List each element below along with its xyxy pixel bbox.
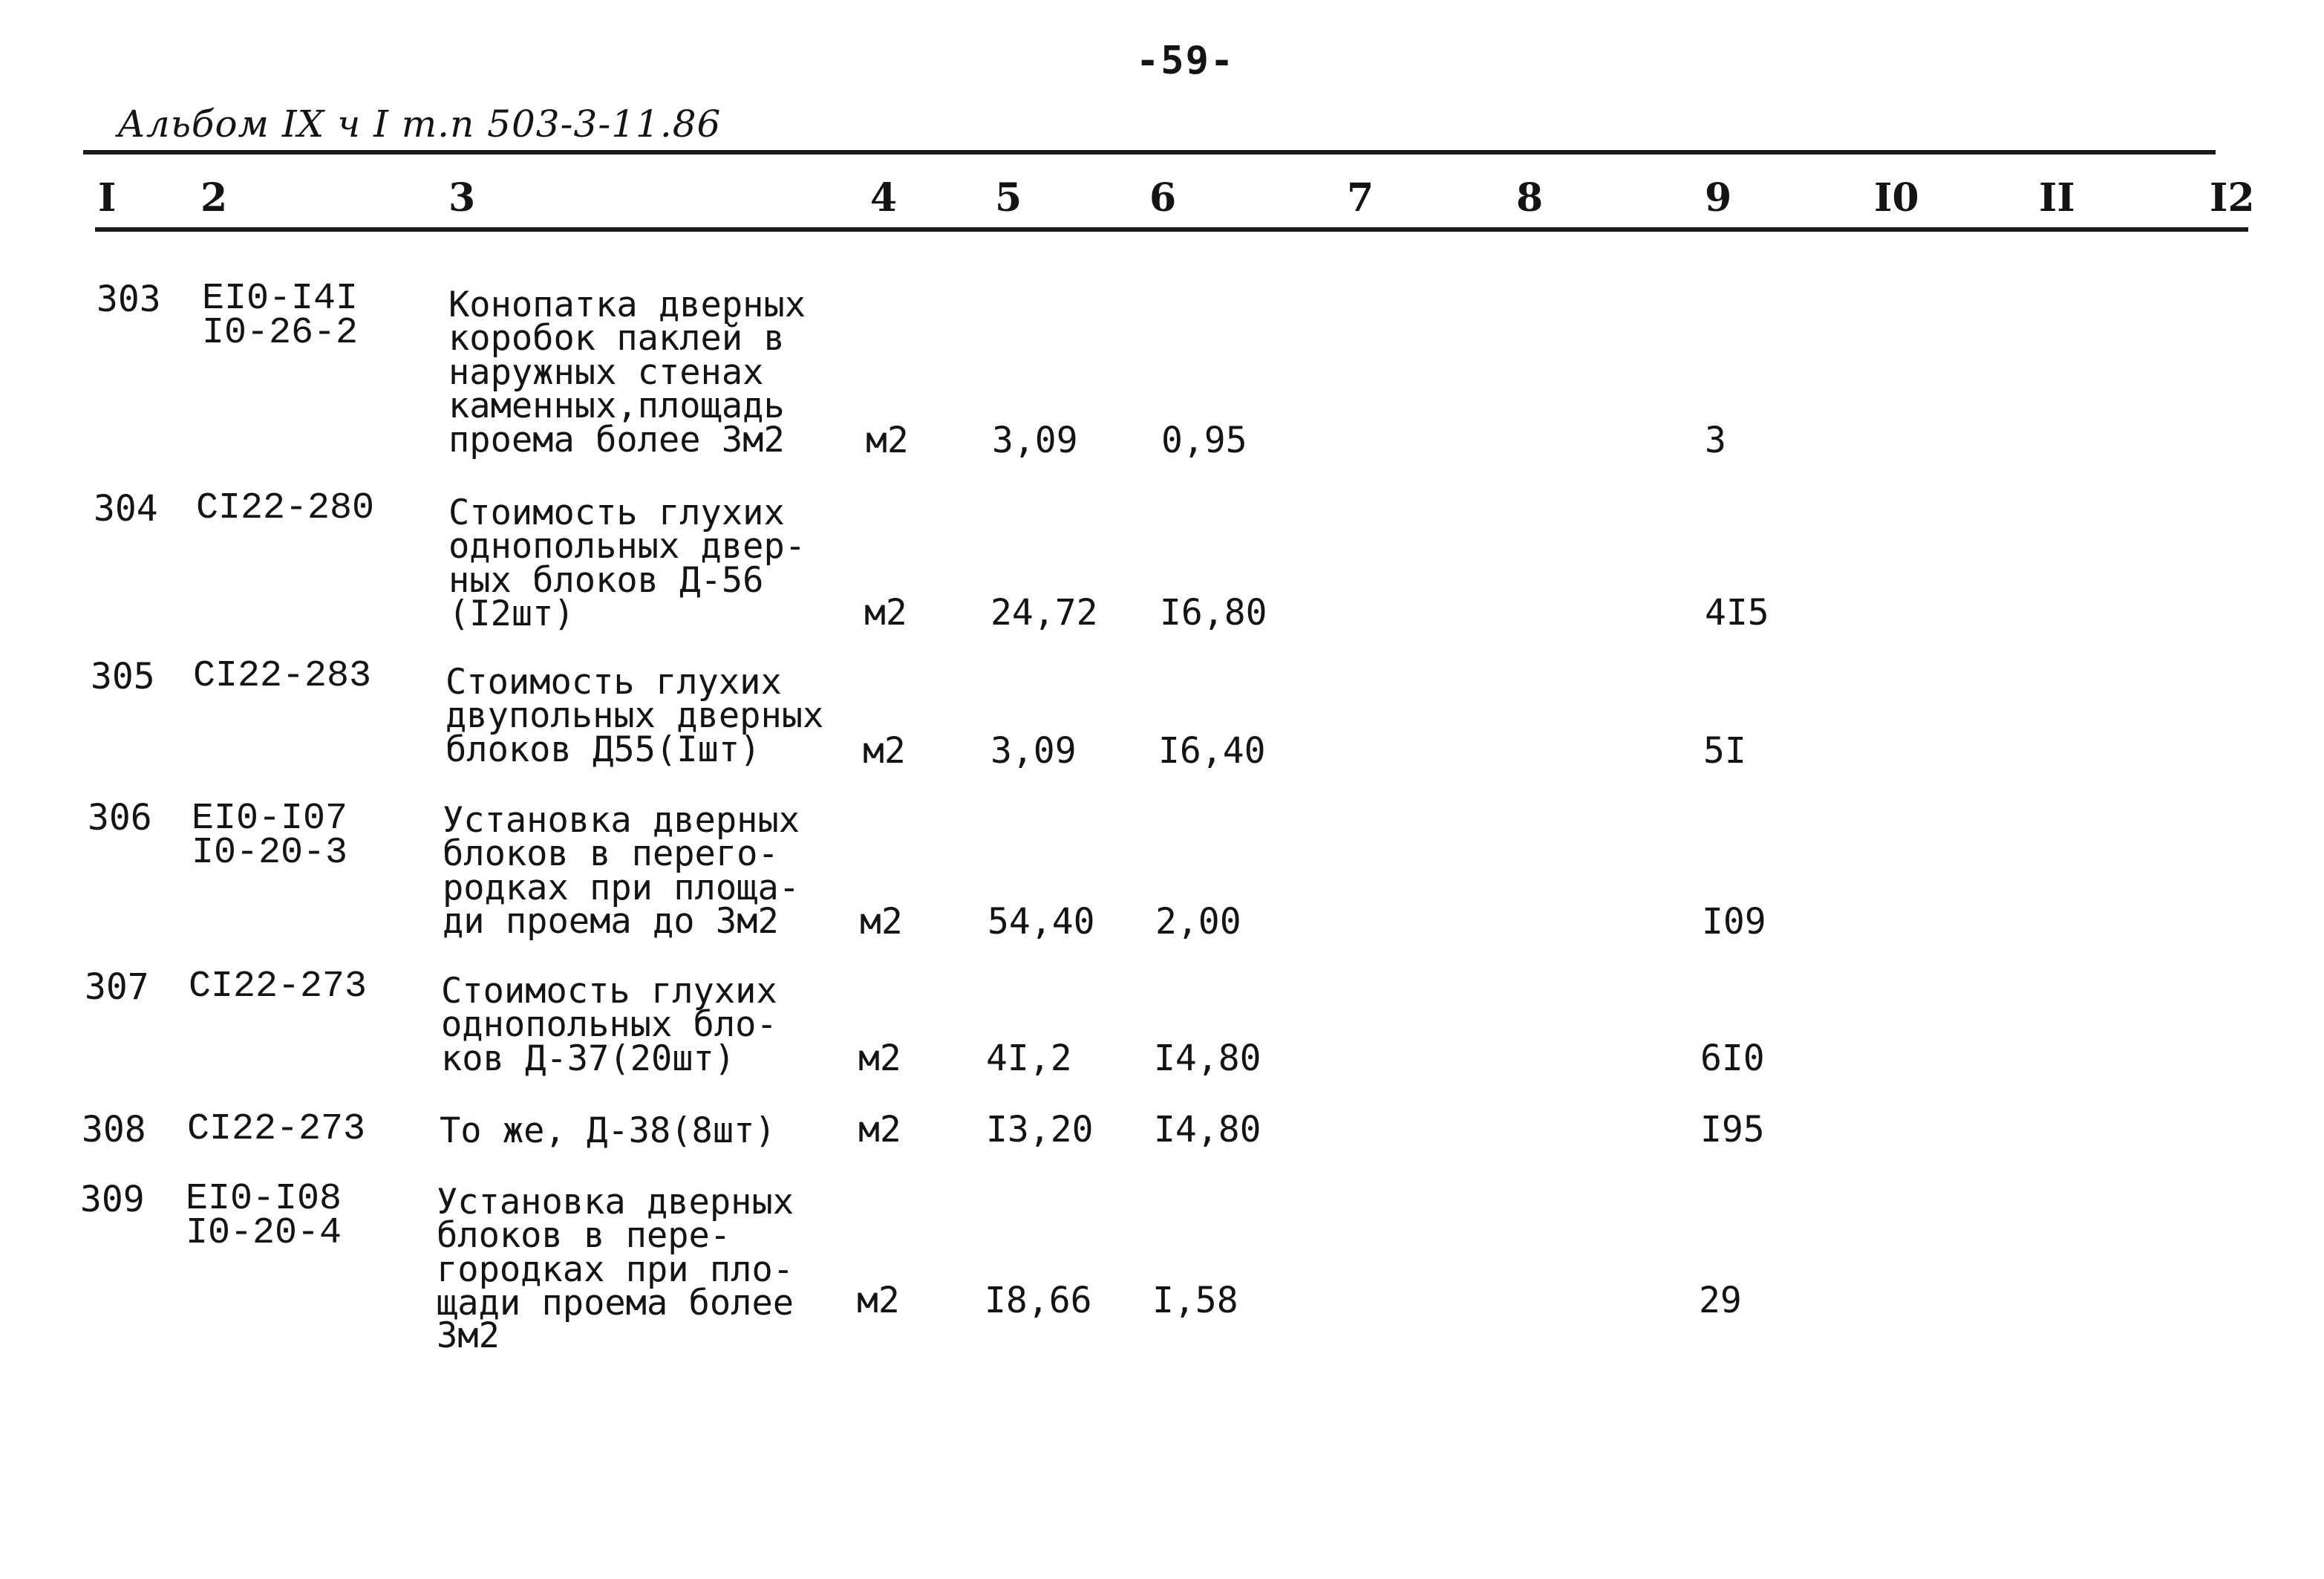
unit-cell: м2 [857, 1280, 900, 1321]
col-header-3: 3 [448, 175, 476, 221]
code-line: CI22-273 [187, 1108, 366, 1150]
description-line: двупольных дверных [445, 695, 824, 736]
row-number: 307 [85, 966, 149, 1008]
description-line: ди проема до 3м2 [443, 901, 779, 942]
description-line: ных блоков Д-56 [448, 560, 764, 601]
code-line: EI0-I08 [186, 1178, 342, 1220]
price-cell: I,58 [1152, 1280, 1238, 1321]
code-line: I0-20-4 [186, 1212, 342, 1254]
row-number: 306 [88, 797, 152, 839]
col-header-11: II [2039, 175, 2075, 221]
col-header-6: 6 [1149, 175, 1177, 221]
quantity-cell: 54,40 [988, 901, 1095, 942]
total-cell: 3 [1705, 420, 1726, 461]
total-cell: 5I [1703, 730, 1746, 772]
price-cell: I4,80 [1154, 1038, 1261, 1079]
description-line: блоков Д55(Iшт) [445, 729, 761, 770]
description-line: однопольных двер- [448, 526, 806, 567]
total-cell: 29 [1699, 1280, 1742, 1321]
col-header-8: 8 [1516, 175, 1544, 221]
quantity-cell: I3,20 [986, 1109, 1094, 1150]
col-header-7: 7 [1347, 175, 1374, 221]
description-line: наружных стенах [448, 352, 764, 393]
description-line: Конопатка дверных [448, 284, 806, 325]
album-reference: Альбом IX ч I т.п 503-3-11.86 [117, 102, 722, 146]
description-line: блоков в пере- [437, 1215, 731, 1256]
code-line: I0-26-2 [202, 312, 359, 354]
description-line: родках при площа- [443, 867, 800, 908]
unit-cell: м2 [858, 1109, 901, 1150]
description-line: Стоимость глухих [441, 971, 777, 1012]
unit-cell: м2 [866, 420, 909, 461]
description-line: То же, Д-38(8шт) [440, 1110, 776, 1151]
code-line: I0-20-3 [192, 832, 348, 874]
description-line: 3м2 [437, 1315, 500, 1356]
description-line: однопольных бло- [441, 1004, 777, 1045]
row-number: 308 [82, 1109, 146, 1150]
description-line: (I2шт) [448, 593, 575, 634]
description-line: Стоимость глухих [445, 662, 782, 703]
code-line: CI22-280 [196, 487, 375, 530]
unit-cell: м2 [863, 730, 906, 772]
col-header-4: 4 [870, 175, 898, 221]
top-rule [83, 150, 2216, 154]
description-line: коробок паклей в [448, 318, 785, 359]
total-cell: I09 [1702, 901, 1766, 942]
quantity-cell: 24,72 [990, 592, 1098, 634]
description-line: Установка дверных [437, 1182, 794, 1222]
col-header-5: 5 [995, 175, 1022, 221]
price-cell: 2,00 [1155, 901, 1241, 942]
code-line: CI22-273 [189, 966, 368, 1008]
page-number: -59- [1136, 39, 1236, 83]
col-header-10: I0 [1874, 175, 1919, 221]
quantity-cell: 3,09 [992, 420, 1078, 461]
unit-cell: м2 [864, 592, 907, 634]
row-number: 304 [94, 488, 158, 530]
price-cell: I4,80 [1154, 1109, 1261, 1150]
price-cell: 0,95 [1161, 420, 1247, 461]
header-rule [95, 227, 2248, 232]
description-line: Установка дверных [443, 800, 800, 841]
row-number: 303 [97, 279, 161, 320]
quantity-cell: I8,66 [985, 1280, 1092, 1321]
code-line: EI0-I07 [192, 798, 348, 840]
col-header-2: 2 [200, 175, 228, 221]
col-header-1: I [98, 175, 117, 221]
unit-cell: м2 [858, 1038, 901, 1079]
description-line: каменных,площадь [448, 385, 785, 426]
total-cell: 4I5 [1705, 592, 1769, 634]
price-cell: I6,80 [1160, 592, 1267, 634]
total-cell: I95 [1700, 1109, 1765, 1150]
total-cell: 6I0 [1700, 1038, 1765, 1079]
description-line: Стоимость глухих [448, 492, 785, 533]
row-number: 305 [91, 656, 155, 697]
price-cell: I6,40 [1158, 730, 1266, 772]
code-line: EI0-I4I [202, 278, 359, 320]
col-header-9: 9 [1705, 175, 1732, 221]
code-line: CI22-283 [193, 655, 372, 697]
description-line: городках при пло- [437, 1249, 794, 1290]
description-line: блоков в перего- [443, 833, 779, 874]
col-header-12: I2 [2210, 175, 2255, 221]
description-line: ков Д-37(20шт) [441, 1038, 736, 1079]
quantity-cell: 4I,2 [986, 1038, 1072, 1079]
description-line: щади проема более [437, 1283, 794, 1324]
unit-cell: м2 [860, 901, 903, 942]
row-number: 309 [80, 1179, 145, 1220]
description-line: проема более 3м2 [448, 420, 785, 460]
quantity-cell: 3,09 [990, 730, 1077, 772]
